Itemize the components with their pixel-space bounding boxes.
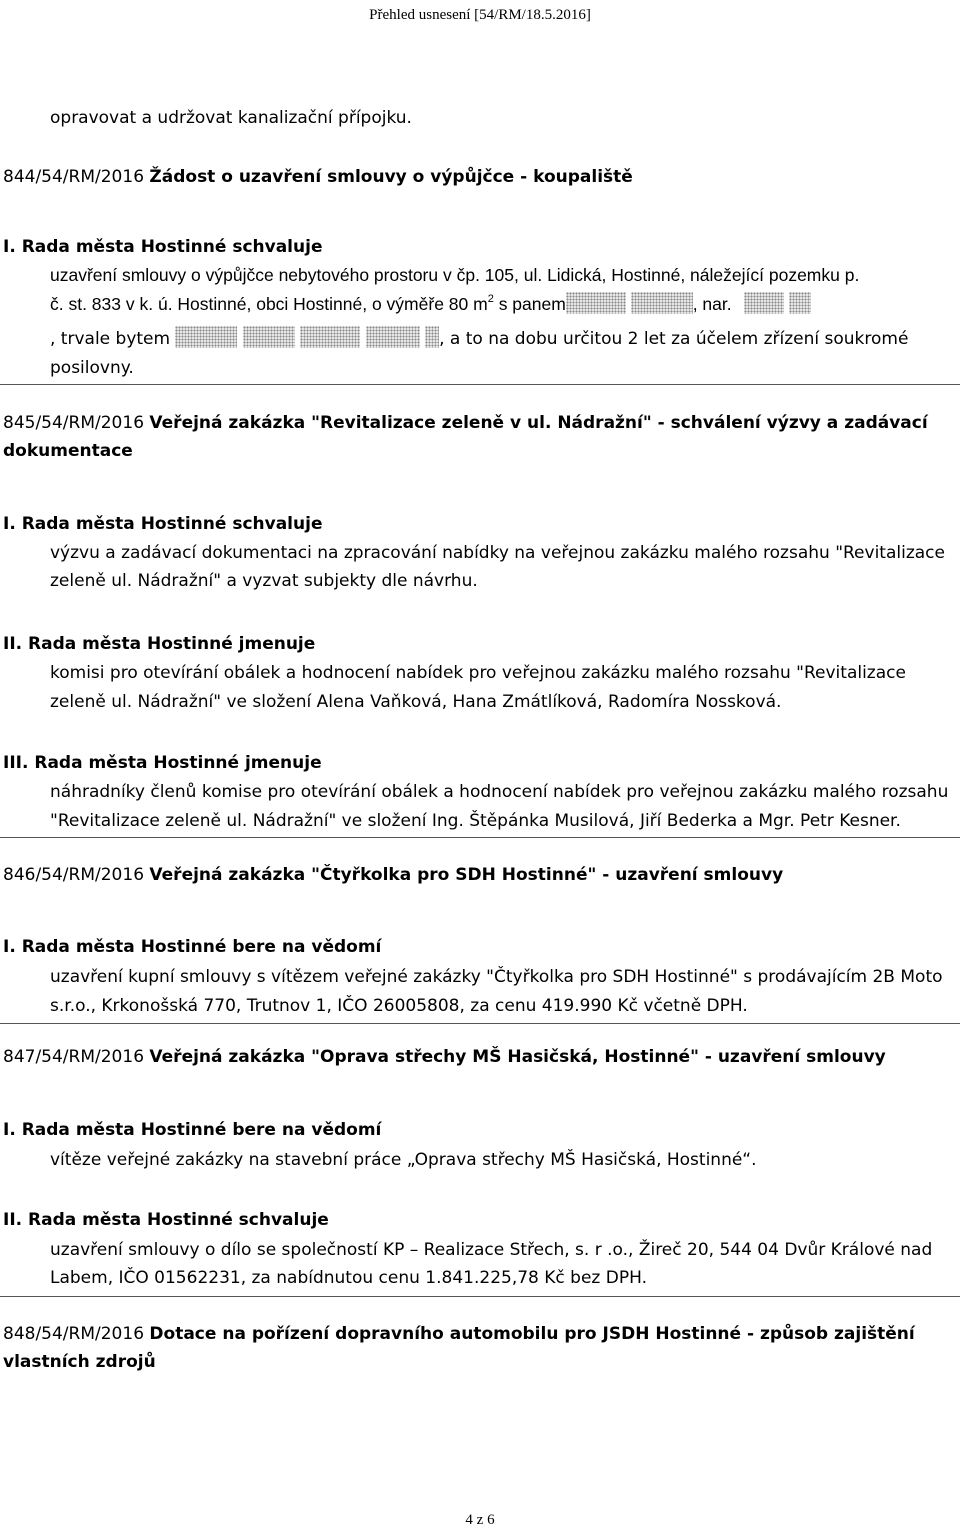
redacted-block (744, 292, 784, 314)
resolution-text-line: Labem, IČO 01562231, za nabídnutou cenu 1.841.225,78 Kč bez DPH. (50, 1268, 647, 1288)
resolution-text-line: náhradníky členů komise pro otevírání obálek a hodnocení nabídek pro veřejnou zakázku malého rozsahu (50, 782, 949, 802)
redacted-block (366, 326, 420, 348)
section-heading: I. Rada města Hostinné schvaluje (3, 237, 323, 257)
redacted-block (300, 326, 360, 348)
resolution-number: 844/54/RM/2016 (3, 167, 145, 187)
resolution-848-heading (3, 1320, 958, 1348)
resolution-title: Veřejná zakázka "Oprava střechy MŠ Hasičská, Hostinné" - uzavření smlouvy (149, 1047, 886, 1067)
resolution-text-line: vítěze veřejné zakázky na stavební práce „Oprava střechy MŠ Hasičská, Hostinné“. (50, 1150, 757, 1170)
resolution-847-heading (3, 1043, 958, 1071)
divider (0, 1296, 960, 1297)
text-fragment: , trvale bytem (50, 329, 171, 349)
resolution-text-line (50, 325, 960, 353)
divider (0, 384, 960, 385)
resolution-title: Dotace na pořízení dopravního automobilu pro JSDH Hostinné - způsob zajištění (149, 1324, 915, 1344)
resolution-text-line: zeleně ul. Nádražní" a vyzvat subjekty dle návrhu. (50, 571, 478, 591)
resolution-number: 848/54/RM/2016 (3, 1324, 145, 1344)
resolution-text-line: posilovny. (50, 358, 134, 378)
resolution-number: 846/54/RM/2016 (3, 865, 145, 885)
section-heading: III. Rada města Hostinné jmenuje (3, 753, 322, 773)
resolution-text-line: uzavření kupní smlouvy s vítězem veřejné zakázky "Čtyřkolka pro SDH Hostinné" s prodávajícím 2B Moto (50, 967, 943, 987)
resolution-title-continued: vlastních zdrojů (3, 1352, 156, 1372)
resolution-844-heading (3, 163, 958, 191)
page-number: 4 z 6 (465, 1512, 495, 1528)
resolution-number: 845/54/RM/2016 (3, 413, 145, 433)
redacted-block (175, 326, 237, 348)
resolution-text-line: uzavření smlouvy o výpůjčce nebytového prostoru v čp. 105, ul. Lidická, Hostinné, náležející pozemku p. (50, 265, 860, 285)
resolution-text-line (50, 290, 960, 318)
redacted-block (425, 326, 439, 348)
redacted-block (243, 326, 295, 348)
text-fragment: , a to na dobu určitou 2 let za účelem zřízení soukromé (439, 329, 909, 349)
resolution-title: Žádost o uzavření smlouvy o výpůjčce - koupaliště (149, 167, 633, 187)
section-heading: II. Rada města Hostinné schvaluje (3, 1210, 329, 1230)
resolution-text-line: komisi pro otevírání obálek a hodnocení nabídek pro veřejnou zakázku malého rozsahu "Revitalizace (50, 663, 906, 683)
section-heading: I. Rada města Hostinné bere na vědomí (3, 1120, 382, 1140)
divider (0, 837, 960, 838)
section-heading: I. Rada města Hostinné bere na vědomí (3, 937, 382, 957)
resolution-text-line: výzvu a zadávací dokumentaci na zpracování nabídky na veřejnou zakázku malého rozsahu "Revitalizace (50, 543, 945, 563)
text-fragment: č. st. 833 v k. ú. Hostinné, obci Hostinné, o výměře 80 m (50, 294, 488, 314)
divider (0, 1023, 960, 1024)
resolution-text-line: zeleně ul. Nádražní" ve složení Alena Vaňková, Hana Zmátlíková, Radomíra Nossková. (50, 692, 782, 712)
resolution-title-continued: dokumentace (3, 441, 133, 461)
redacted-block (566, 292, 626, 314)
resolution-title: Veřejná zakázka "Čtyřkolka pro SDH Hostinné" - uzavření smlouvy (149, 865, 784, 885)
section-heading: I. Rada města Hostinné schvaluje (3, 514, 323, 534)
superscript: 2 (487, 293, 494, 305)
section-heading: II. Rada města Hostinné jmenuje (3, 634, 316, 654)
page-header: Přehled usnesení [54/RM/18.5.2016] (369, 7, 591, 23)
redacted-block (631, 292, 693, 314)
resolution-845-heading (3, 409, 958, 437)
text-fragment: , nar. (692, 294, 732, 314)
resolution-title: Veřejná zakázka "Revitalizace zeleně v ul. Nádražní" - schválení výzvy a zadávací (149, 413, 928, 433)
resolution-text-line: "Revitalizace zeleně ul. Nádražní" ve složení Ing. Štěpánka Musilová, Jiří Bederka a Mgr. Petr Kesner. (50, 811, 901, 831)
resolution-number: 847/54/RM/2016 (3, 1047, 145, 1067)
resolution-text-line: s.r.o., Krkonošská 770, Trutnov 1, IČO 26005808, za cenu 419.990 Kč včetně DPH. (50, 996, 748, 1016)
resolution-846-heading (3, 861, 958, 889)
resolution-text-line: uzavření smlouvy o dílo se společností KP – Realizace Střech, s. r .o., Žireč 20, 544 04 Dvůr Králové nad (50, 1240, 933, 1260)
redacted-block (789, 292, 811, 314)
continuation-line: opravovat a udržovat kanalizační přípojku. (50, 108, 412, 128)
text-fragment: s panem (493, 294, 566, 314)
